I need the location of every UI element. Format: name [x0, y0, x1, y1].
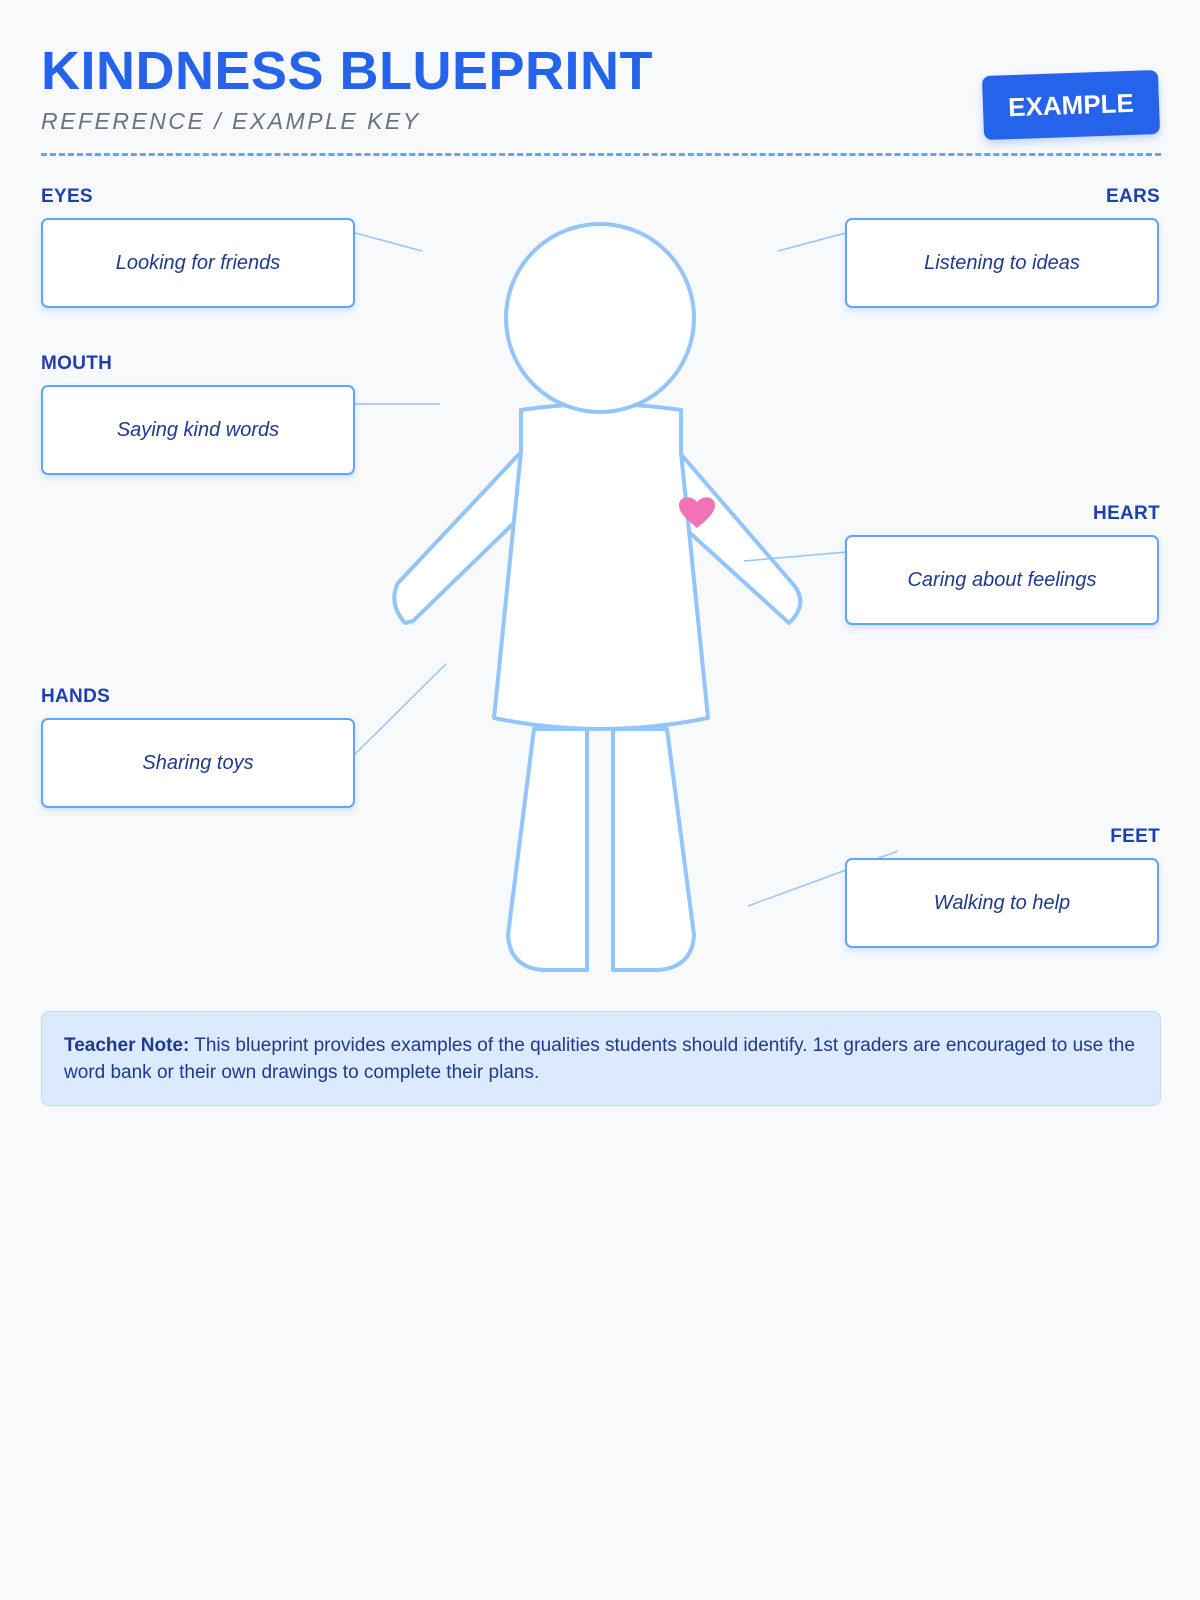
- teacher-note: [41, 1011, 1161, 1106]
- mouth-answer-box: [41, 385, 355, 475]
- torso: [494, 404, 708, 729]
- page-title: KINDNESS BLUEPRINT: [41, 41, 654, 101]
- hands-answer: Sharing toys: [142, 751, 254, 774]
- left-arm: [394, 452, 521, 623]
- mouth-answer: Saying kind words: [116, 418, 280, 441]
- hands-label: HANDS: [41, 686, 111, 707]
- hands-answer-box: [41, 718, 355, 808]
- eyes-answer: Looking for friends: [115, 251, 281, 274]
- ears-answer: Listening to ideas: [924, 251, 1080, 274]
- feet-answer-box: [845, 858, 1159, 948]
- teacher-note-text: This blueprint provides examples of the qualities students should identify. 1st graders are encouraged to use the word bank or their own drawings to complete their plans.: [64, 1035, 1135, 1083]
- teacher-note-label: Teacher Note:: [64, 1035, 190, 1056]
- example-badge: EXAMPLE: [982, 70, 1160, 140]
- left-leg: [508, 729, 587, 970]
- eyes-label: EYES: [41, 186, 93, 207]
- hands-leader: [353, 664, 446, 756]
- mouth-label: MOUTH: [41, 353, 113, 374]
- eyes-answer-box: [41, 218, 355, 308]
- heart-icon: [679, 497, 715, 528]
- heart-label: HEART: [1093, 503, 1160, 524]
- heart-answer: Caring about feelings: [907, 568, 1097, 591]
- ears-answer-box: [845, 218, 1159, 308]
- page-subtitle: REFERENCE / EXAMPLE KEY: [41, 108, 421, 134]
- head: [506, 224, 694, 412]
- heart-answer-box: [845, 535, 1159, 625]
- right-leg: [613, 729, 694, 970]
- header-divider: [41, 153, 1161, 156]
- ears-label: EARS: [1106, 186, 1160, 207]
- feet-label: FEET: [1110, 826, 1160, 847]
- right-arm: [679, 452, 800, 623]
- feet-answer: Walking to help: [933, 891, 1071, 914]
